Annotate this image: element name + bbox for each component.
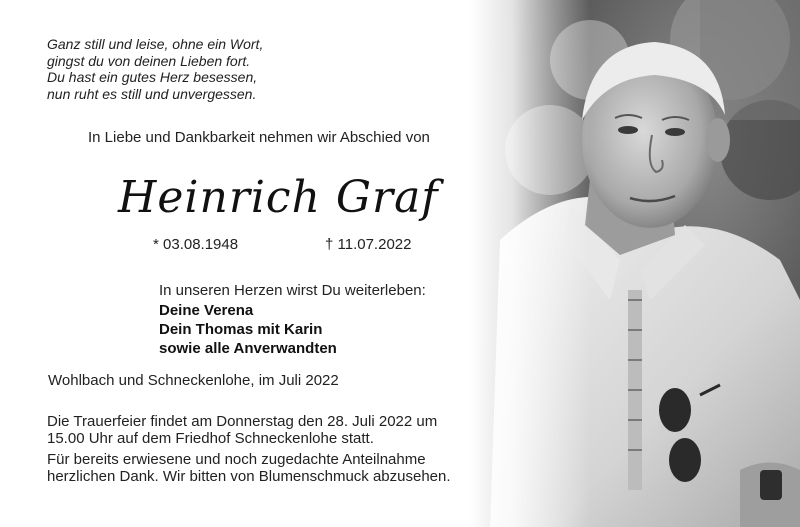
poem-line: nun ruht es still und unvergessen.	[47, 85, 257, 102]
poem-line: Du hast ein gutes Herz besessen,	[47, 69, 258, 85]
photo-fade-overlay	[470, 0, 590, 527]
mourner-name: sowie alle Anverwandten	[159, 340, 337, 357]
mourners-list	[159, 301, 337, 358]
funeral-line: Die Trauerfeier findet am Donnerstag den 28. Juli 2022 um	[47, 413, 438, 430]
death-date: † 11.07.2022	[325, 236, 412, 253]
poem-line: gingst du von deinen Lieben fort.	[47, 52, 251, 69]
poem	[47, 36, 347, 102]
thanks-note	[47, 451, 537, 485]
poem-line: Ganz still und leise, ohne ein Wort,	[47, 36, 264, 52]
farewell-intro: In Liebe und Dankbarkeit nehmen wir Abschied von	[88, 129, 430, 146]
thanks-line: Für bereits erwiesene und noch zugedachte Anteilnahme	[47, 451, 426, 468]
birth-date: * 03.08.1948	[153, 236, 239, 253]
thanks-line: herzlichen Dank. Wir bitten von Blumenschmuck abzusehen.	[47, 468, 451, 485]
funeral-line: 15.00 Uhr auf dem Friedhof Schneckenlohe statt.	[47, 430, 374, 447]
mourners-intro: In unseren Herzen wirst Du weiterleben:	[159, 282, 426, 299]
place-and-date: Wohlbach und Schneckenlohe, im Juli 2022	[48, 372, 339, 389]
deceased-name: Heinrich Graf	[118, 172, 439, 223]
portrait-photo	[470, 0, 800, 527]
mourner-name: Deine Verena	[159, 302, 254, 319]
mourner-name: Dein Thomas mit Karin	[159, 321, 323, 338]
funeral-info	[47, 413, 517, 447]
